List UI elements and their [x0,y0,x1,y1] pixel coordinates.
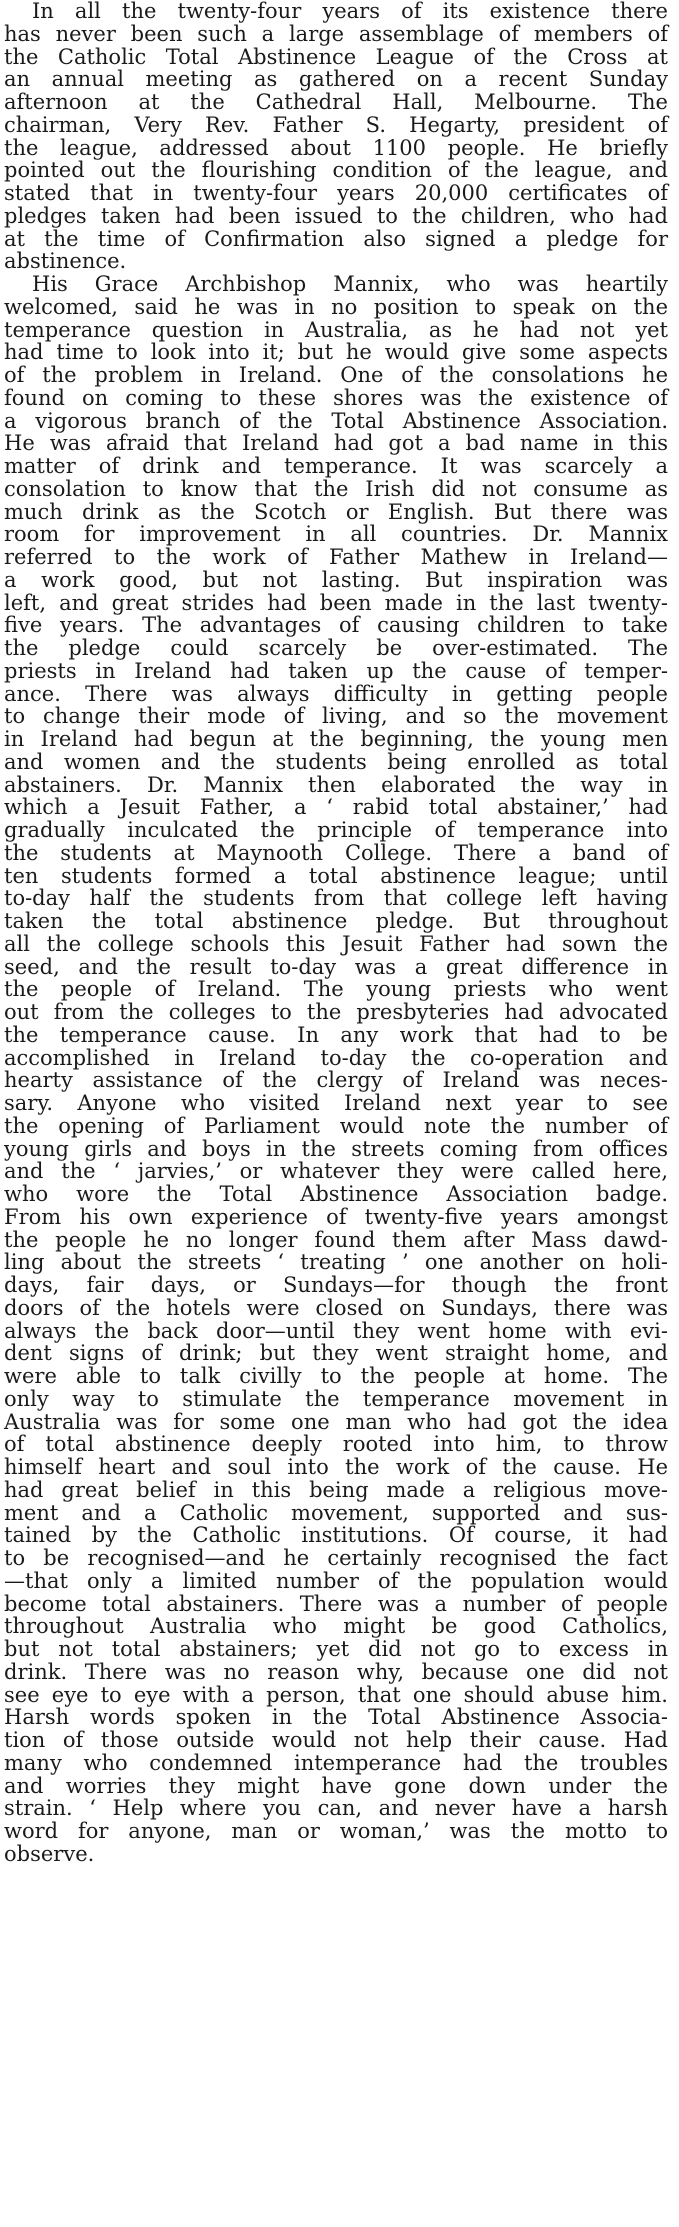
article-line: the people of Ireland. The young priests who went [4,977,668,1002]
article-line: tion of those outside would not help their cause. Had [4,1728,668,1752]
article-line: has never been such a large assemblage of members of [4,21,668,46]
article-line: word for anyone, man or woman,’ was the motto to [4,1819,668,1843]
article-paragraph [4,0,668,273]
article-line: the pledge could scarcely be over-estimated. The [4,636,668,660]
article-line: five years. The advantages of causing children to take [4,613,668,638]
article-line: pledges taken had been issued to the children, who had [4,203,668,228]
article-line: doors of the hotels were closed on Sundays, there was [4,1295,668,1320]
article-line: the league, addressed about 1100 people. He briefly [4,135,668,160]
article-paragraph [4,273,668,1866]
article-line: ance. There was always difficulty in getting people [4,681,668,706]
article-line: temperance question in Australia, as he had not yet [4,317,668,342]
article-line: chairman, Very Rev. Father S. Hegarty, president of [4,112,668,137]
article-line: many who condemned intemperance had the troubles [4,1750,668,1775]
article-line: and worries they might have gone down under the [4,1773,668,1798]
article-line: ment and a Catholic movement, supported and sus- [4,1500,668,1525]
article-line: drink. There was no reason why, because one did not [4,1659,668,1684]
article-line: Harsh words spoken in the Total Abstinence Associa- [4,1705,668,1730]
article-line: always the back door—until they went home with evi- [4,1318,668,1343]
article-line: of the problem in Ireland. One of the consolations he [4,363,668,387]
article-line: young girls and boys in the streets coming from offices [4,1136,668,1161]
article-line: He was afraid that Ireland had got a bad name in this [4,431,668,456]
article-line: accomplished in Ireland to-day the co-operation and [4,1045,668,1070]
article-line: ten students formed a total abstinence league; until [4,863,668,888]
article-line: at the time of Confirmation also signed a pledge for [4,226,668,251]
article-line: His Grace Archbishop Mannix, who was heartily [32,272,668,296]
article-line: abstinence. [4,249,127,274]
article-line: seed, and the result to-day was a great difference in [4,954,668,979]
article-line: strain. ‘ Help where you can, and never have a harsh [4,1796,668,1821]
article-line: the opening of Parliament would note the number of [4,1113,668,1138]
article-line: the students at Maynooth College. There a band of [4,840,668,865]
article-line: out from the colleges to the presbyteries had advocated [4,1000,668,1024]
article-line: found on coming to these shores was the existence of [4,385,668,410]
article-line: gradually inculcated the principle of temperance into [4,818,668,842]
article-line: a work good, but not lasting. But inspiration was [4,567,668,592]
article-line: matter of drink and temperance. It was scarcely a [4,454,668,478]
article-line: the Catholic Total Abstinence League of the Cross at [4,44,668,69]
article-line: and the ‘ jarvies,’ or whatever they were called here, [4,1159,668,1184]
article-line: which a Jesuit Father, a ‘ rabid total abstainer,’ had [4,795,668,820]
article-line: but not total abstainers; yet did not go to excess in [4,1637,668,1661]
article-line: to be recognised—and he certainly recognised the fact [4,1546,668,1570]
article-line: left, and great strides had been made in the last twenty- [4,590,668,615]
article-line: to change their mode of living, and so the movement [4,704,668,729]
article-line: days, fair days, or Sundays—for though the front [4,1273,668,1297]
article-line: see eye to eye with a person, that one should abuse him. [4,1682,668,1707]
article-line: who wore the Total Abstinence Association badge. [4,1182,668,1206]
article-line: a vigorous branch of the Total Abstinence Association. [4,408,668,433]
article-line: taken the total abstinence pledge. But throughout [4,909,668,933]
article-line: to-day half the students from that college left having [4,886,668,911]
article-line: pointed out the flourishing condition of the league, and [4,158,668,183]
article-line: in Ireland had begun at the beginning, the young men [4,727,668,751]
article-line: of total abstinence deeply rooted into him, to throw [4,1432,668,1457]
news-article [4,0,668,1866]
article-line: referred to the work of Father Mathew in Ireland— [4,545,668,569]
article-line: become total abstainers. There was a number of people [4,1591,668,1616]
article-line: —that only a limited number of the population would [4,1568,668,1593]
article-line: hearty assistance of the clergy of Ireland was neces- [4,1068,668,1093]
article-line: had great belief in this being made a religious move- [4,1477,668,1502]
article-line: much drink as the Scotch or English. But there was [4,499,668,524]
article-line: himself heart and soul into the work of the cause. He [4,1455,668,1479]
article-line: observe. [4,1841,95,1866]
article-line: sary. Anyone who visited Ireland next year to see [4,1091,668,1115]
article-line: were able to talk civilly to the people at home. The [4,1364,668,1388]
article-line: the people he no longer found them after Mass dawd- [4,1227,668,1252]
article-line: tained by the Catholic institutions. Of course, it had [4,1523,668,1548]
article-line: all the college schools this Jesuit Father had sown the [4,931,668,956]
article-line: From his own experience of twenty-five years amongst [4,1204,668,1229]
article-line: only way to stimulate the temperance movement in [4,1386,668,1411]
article-line: stated that in twenty-four years 20,000 certificates of [4,181,668,205]
article-line: throughout Australia who might be good Catholics, [4,1614,668,1639]
article-line: afternoon at the Cathedral Hall, Melbourne. The [4,90,668,114]
article-line: had time to look into it; but he would give some aspects [4,340,668,365]
article-line: In all the twenty-four years of its existence there [32,0,668,23]
article-line: the temperance cause. In any work that had to be [4,1022,668,1047]
article-line: consolation to know that the Irish did not consume as [4,476,668,501]
article-line: abstainers. Dr. Mannix then elaborated the way in [4,772,668,797]
article-line: room for improvement in all countries. Dr. Mannix [4,522,668,547]
article-line: Australia was for some one man who had got the idea [4,1409,668,1434]
article-line: priests in Ireland had taken up the cause of temper- [4,658,668,683]
article-line: dent signs of drink; but they went straight home, and [4,1341,668,1366]
article-line: ling about the streets ‘ treating ’ one another on holi- [4,1250,668,1275]
article-line: an annual meeting as gathered on a recent Sunday [4,67,668,92]
article-line: and women and the students being enrolled as total [4,749,668,774]
article-line: welcomed, said he was in no position to speak on the [4,294,668,319]
